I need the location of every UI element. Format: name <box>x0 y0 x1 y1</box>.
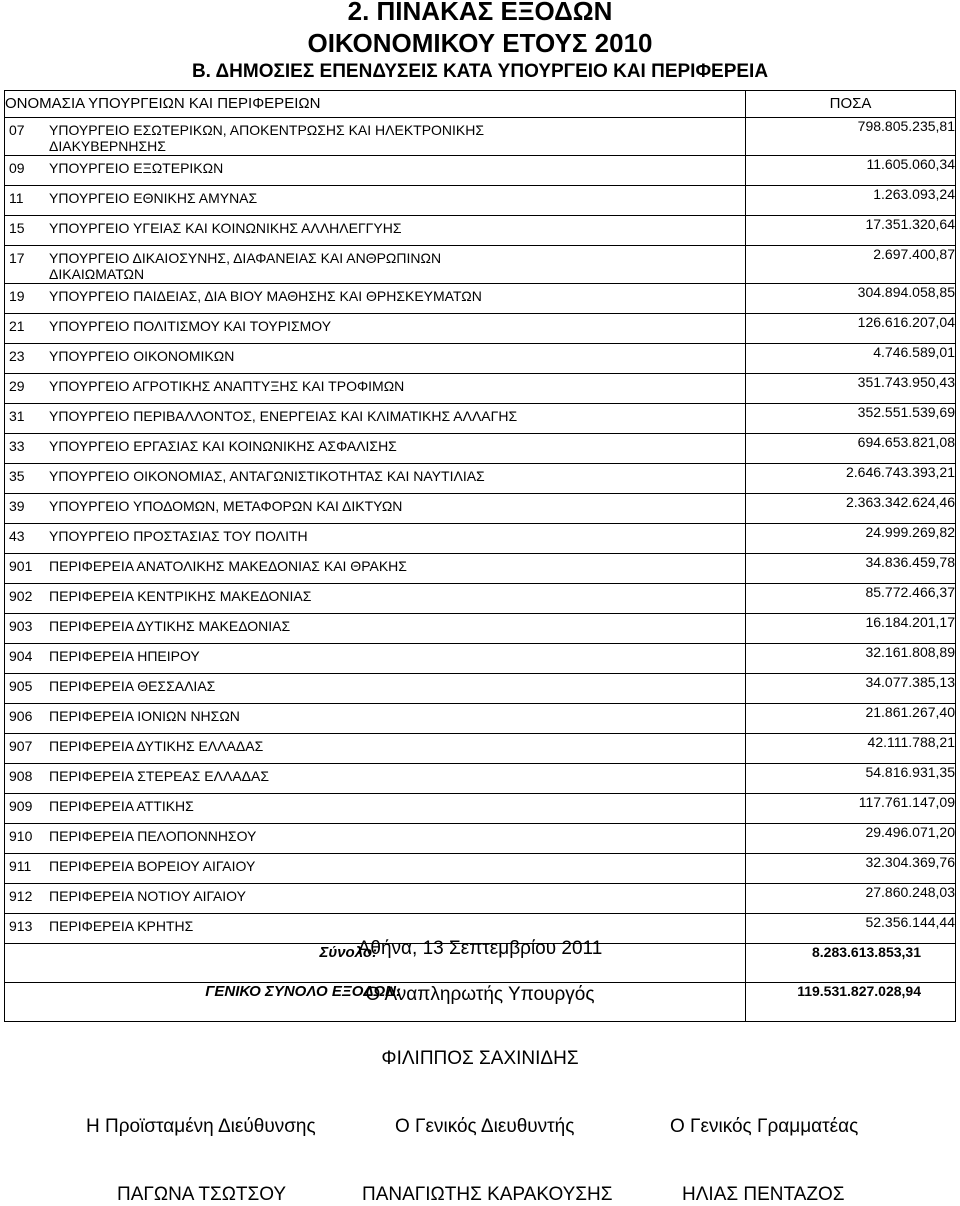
row-code: 912 <box>9 888 33 904</box>
row-code: 909 <box>9 798 33 814</box>
row-label: ΥΠΟΥΡΓΕΙΟ ΕΘΝΙΚΗΣ ΑΜΥΝΑΣ <box>49 190 258 206</box>
row-name-cell <box>5 344 746 374</box>
grand-total-label: ΓΕΝΙΚΟ ΣΥΝΟΛΟ ΕΞΟΔΩΝ: <box>205 983 401 1000</box>
row-label: ΠΕΡΙΦΕΡΕΙΑ ΘΕΣΣΑΛΙΑΣ <box>49 678 216 694</box>
row-name-cell <box>5 246 746 284</box>
row-amount: 27.860.248,03 <box>746 884 956 914</box>
table-row <box>5 794 956 824</box>
row-label: ΥΠΟΥΡΓΕΙΟ ΠΑΙΔΕΙΑΣ, ΔΙΑ ΒΙΟΥ ΜΑΘΗΣΗΣ ΚΑΙ ΘΡΗΣΚΕΥΜΑΤΩΝ <box>49 288 482 304</box>
row-name-cell <box>5 494 746 524</box>
row-amount: 24.999.269,82 <box>746 524 956 554</box>
row-amount: 32.304.369,76 <box>746 854 956 884</box>
row-name-cell <box>5 434 746 464</box>
row-label: ΥΠΟΥΡΓΕΙΟ ΠΟΛΙΤΙΣΜΟΥ ΚΑΙ ΤΟΥΡΙΣΜΟΥ <box>49 318 332 334</box>
table-row <box>5 524 956 554</box>
row-code: 09 <box>9 160 25 176</box>
row-label: ΥΠΟΥΡΓΕΙΟ ΠΕΡΙΒΑΛΛΟΝΤΟΣ, ΕΝΕΡΓΕΙΑΣ ΚΑΙ ΚΛΙΜΑΤΙΚΗΣ ΑΛΛΑΓΗΣ <box>49 408 518 424</box>
row-name-cell <box>5 314 746 344</box>
row-label: ΠΕΡΙΦΕΡΕΙΑ ΝΟΤΙΟΥ ΑΙΓΑΙΟΥ <box>49 888 246 904</box>
row-label: ΥΠΟΥΡΓΕΙΟ ΠΡΟΣΤΑΣΙΑΣ ΤΟΥ ΠΟΛΙΤΗ <box>49 528 308 544</box>
table-row <box>5 464 956 494</box>
row-label: ΠΕΡΙΦΕΡΕΙΑ ΙΟΝΙΩΝ ΝΗΣΩΝ <box>49 708 240 724</box>
row-code: 35 <box>9 468 25 484</box>
signature-name-general-director: ΠΑΝΑΓΙΩΤΗΣ ΚΑΡΑΚΟΥΣΗΣ <box>362 1184 613 1205</box>
row-amount: 798.805.235,81 <box>746 118 956 156</box>
table-row <box>5 216 956 246</box>
signature-name-secretary-general: ΗΛΙΑΣ ΠΕΝΤΑΖΟΣ <box>682 1184 845 1205</box>
row-label: ΠΕΡΙΦΕΡΕΙΑ ΚΕΝΤΡΙΚΗΣ ΜΑΚΕΔΟΝΙΑΣ <box>49 588 312 604</box>
table-row <box>5 344 956 374</box>
row-code: 33 <box>9 438 25 454</box>
table-row <box>5 246 956 284</box>
table-row <box>5 186 956 216</box>
row-code: 43 <box>9 528 25 544</box>
table-body <box>5 118 956 944</box>
row-name-cell <box>5 464 746 494</box>
row-code: 903 <box>9 618 33 634</box>
row-label: ΠΕΡΙΦΕΡΕΙΑ ΔΥΤΙΚΗΣ ΕΛΛΑΔΑΣ <box>49 738 264 754</box>
table-row <box>5 734 956 764</box>
row-name-cell <box>5 614 746 644</box>
row-label: ΥΠΟΥΡΓΕΙΟ ΟΙΚΟΝΟΜΙΑΣ, ΑΝΤΑΓΩΝΙΣΤΙΚΟΤΗΤΑΣ ΚΑΙ ΝΑΥΤΙΛΙΑΣ <box>49 468 485 484</box>
row-name-cell <box>5 156 746 186</box>
row-amount: 126.616.207,04 <box>746 314 956 344</box>
row-amount: 304.894.058,85 <box>746 284 956 314</box>
row-code: 905 <box>9 678 33 694</box>
row-code: 904 <box>9 648 33 664</box>
table-row <box>5 494 956 524</box>
row-label-continuation: ΔΙΚΑΙΩΜΑΤΩΝ <box>49 266 145 282</box>
row-amount: 1.263.093,24 <box>746 186 956 216</box>
row-label: ΥΠΟΥΡΓΕΙΟ ΕΞΩΤΕΡΙΚΩΝ <box>49 160 224 176</box>
grand-total-amount: 119.531.827.028,94 <box>746 983 956 1022</box>
row-label-continuation: ΔΙΑΚΥΒΕΡΝΗΣΗΣ <box>49 138 166 154</box>
row-code: 19 <box>9 288 25 304</box>
document-title-year: ΟΙΚΟΝΟΜΙΚΟΥ ΕΤΟΥΣ 2010 <box>307 28 653 58</box>
table-row <box>5 614 956 644</box>
budget-table <box>4 90 956 1022</box>
row-name-cell <box>5 764 746 794</box>
signing-date: Αθήνα, 13 Σεπτεμβρίου 2011 <box>357 938 603 959</box>
row-name-cell <box>5 644 746 674</box>
table-row <box>5 764 956 794</box>
row-label: ΠΕΡΙΦΕΡΕΙΑ ΗΠΕΙΡΟΥ <box>49 648 200 664</box>
row-code: 31 <box>9 408 25 424</box>
document-title: 2. ΠΙΝΑΚΑΣ ΕΞΟΔΩΝ <box>347 0 613 26</box>
row-amount: 11.605.060,34 <box>746 156 956 186</box>
sum-label: Σύνολο: <box>319 944 377 961</box>
sum-amount: 8.283.613.853,31 <box>746 944 956 983</box>
table-row <box>5 434 956 464</box>
row-label: ΥΠΟΥΡΓΕΙΟ ΥΓΕΙΑΣ ΚΑΙ ΚΟΙΝΩΝΙΚΗΣ ΑΛΛΗΛΕΓΓΥΗΣ <box>49 220 402 236</box>
row-name-cell <box>5 404 746 434</box>
row-amount: 694.653.821,08 <box>746 434 956 464</box>
row-code: 23 <box>9 348 25 364</box>
row-amount: 2.697.400,87 <box>746 246 956 284</box>
row-amount: 17.351.320,64 <box>746 216 956 246</box>
row-name-cell <box>5 884 746 914</box>
row-name-cell <box>5 704 746 734</box>
row-amount: 4.746.589,01 <box>746 344 956 374</box>
row-amount: 2.363.342.624,46 <box>746 494 956 524</box>
row-code: 908 <box>9 768 33 784</box>
table-row <box>5 674 956 704</box>
row-label: ΠΕΡΙΦΕΡΕΙΑ ΠΕΛΟΠΟΝΝΗΣΟΥ <box>49 828 257 844</box>
row-code: 39 <box>9 498 25 514</box>
column-header-amount: ΠΟΣΑ <box>746 91 956 118</box>
table-row <box>5 704 956 734</box>
row-amount: 52.356.144,44 <box>746 914 956 944</box>
document-subtitle: Β. ΔΗΜΟΣΙΕΣ ΕΠΕΝΔΥΣΕΙΣ ΚΑΤΑ ΥΠΟΥΡΓΕΙΟ ΚΑΙ ΠΕΡΙΦΕΡΕΙΑ <box>191 61 769 82</box>
row-name-cell <box>5 284 746 314</box>
signature-title-director: Η Προϊσταμένη Διεύθυνσης <box>86 1116 316 1137</box>
table-row <box>5 554 956 584</box>
row-label: ΠΕΡΙΦΕΡΕΙΑ ΔΥΤΙΚΗΣ ΜΑΚΕΔΟΝΙΑΣ <box>49 618 291 634</box>
row-code: 901 <box>9 558 33 574</box>
row-label: ΥΠΟΥΡΓΕΙΟ ΔΙΚΑΙΟΣΥΝΗΣ, ΔΙΑΦΑΝΕΙΑΣ ΚΑΙ ΑΝΘΡΩΠΙΝΩΝ <box>49 250 442 266</box>
row-amount: 117.761.147,09 <box>746 794 956 824</box>
row-code: 910 <box>9 828 33 844</box>
row-label: ΠΕΡΙΦΕΡΕΙΑ ΒΟΡΕΙΟΥ ΑΙΓΑΙΟΥ <box>49 858 256 874</box>
row-label: ΥΠΟΥΡΓΕΙΟ ΕΣΩΤΕΡΙΚΩΝ, ΑΠΟΚΕΝΤΡΩΣΗΣ ΚΑΙ ΗΛΕΚΤΡΟΝΙΚΗΣ <box>49 122 485 138</box>
row-name-cell <box>5 824 746 854</box>
row-label: ΥΠΟΥΡΓΕΙΟ ΑΓΡΟΤΙΚΗΣ ΑΝΑΠΤΥΞΗΣ ΚΑΙ ΤΡΟΦΙΜΩΝ <box>49 378 405 394</box>
signature-title-general-director: Ο Γενικός Διευθυντής <box>395 1116 575 1137</box>
row-name-cell <box>5 674 746 704</box>
row-amount: 352.551.539,69 <box>746 404 956 434</box>
row-code: 907 <box>9 738 33 754</box>
minister-role: Ο Αναπληρωτής Υπουργός <box>365 984 595 1005</box>
row-name-cell <box>5 524 746 554</box>
row-label: ΠΕΡΙΦΕΡΕΙΑ ΑΤΤΙΚΗΣ <box>49 798 194 814</box>
table-row <box>5 284 956 314</box>
row-label: ΥΠΟΥΡΓΕΙΟ ΟΙΚΟΝΟΜΙΚΩΝ <box>49 348 235 364</box>
row-code: 17 <box>9 250 25 266</box>
row-name-cell <box>5 216 746 246</box>
row-label: ΥΠΟΥΡΓΕΙΟ ΕΡΓΑΣΙΑΣ ΚΑΙ ΚΟΙΝΩΝΙΚΗΣ ΑΣΦΑΛΙΣΗΣ <box>49 438 397 454</box>
row-amount: 2.646.743.393,21 <box>746 464 956 494</box>
row-amount: 42.111.788,21 <box>746 734 956 764</box>
table-row <box>5 854 956 884</box>
row-amount: 34.077.385,13 <box>746 674 956 704</box>
table-row <box>5 824 956 854</box>
row-code: 29 <box>9 378 25 394</box>
row-code: 902 <box>9 588 33 604</box>
table-row <box>5 884 956 914</box>
row-amount: 85.772.466,37 <box>746 584 956 614</box>
table-row <box>5 156 956 186</box>
table-header-row <box>5 91 956 118</box>
table-row <box>5 404 956 434</box>
row-name-cell <box>5 374 746 404</box>
row-name-cell <box>5 186 746 216</box>
row-amount: 21.861.267,40 <box>746 704 956 734</box>
row-amount: 54.816.931,35 <box>746 764 956 794</box>
signature-title-secretary-general: Ο Γενικός Γραμματέας <box>670 1116 859 1137</box>
row-code: 07 <box>9 122 25 138</box>
row-name-cell <box>5 118 746 156</box>
row-code: 911 <box>9 858 32 874</box>
row-name-cell <box>5 734 746 764</box>
row-name-cell <box>5 794 746 824</box>
row-code: 11 <box>9 190 24 206</box>
row-amount: 29.496.071,20 <box>746 824 956 854</box>
column-header-name: ΟΝΟΜΑΣΙΑ ΥΠΟΥΡΓΕΙΩΝ ΚΑΙ ΠΕΡΙΦΕΡΕΙΩΝ <box>5 91 746 118</box>
signature-name-director: ΠΑΓΩΝΑ ΤΣΩΤΣΟΥ <box>117 1184 287 1205</box>
table-row <box>5 584 956 614</box>
row-code: 15 <box>9 220 25 236</box>
table-row <box>5 644 956 674</box>
row-code: 21 <box>9 318 25 334</box>
row-label: ΠΕΡΙΦΕΡΕΙΑ ΑΝΑΤΟΛΙΚΗΣ ΜΑΚΕΔΟΝΙΑΣ ΚΑΙ ΘΡΑΚΗΣ <box>49 558 407 574</box>
row-name-cell <box>5 584 746 614</box>
row-label: ΠΕΡΙΦΕΡΕΙΑ ΣΤΕΡΕΑΣ ΕΛΛΑΔΑΣ <box>49 768 270 784</box>
row-code: 906 <box>9 708 33 724</box>
row-amount: 32.161.808,89 <box>746 644 956 674</box>
row-amount: 16.184.201,17 <box>746 614 956 644</box>
table-row <box>5 374 956 404</box>
row-amount: 351.743.950,43 <box>746 374 956 404</box>
table-row <box>5 118 956 156</box>
row-code: 913 <box>9 918 33 934</box>
row-name-cell <box>5 854 746 884</box>
row-amount: 34.836.459,78 <box>746 554 956 584</box>
minister-name: ΦΙΛΙΠΠΟΣ ΣΑΧΙΝΙΔΗΣ <box>381 1048 579 1069</box>
row-label: ΠΕΡΙΦΕΡΕΙΑ ΚΡΗΤΗΣ <box>49 918 194 934</box>
table-row <box>5 314 956 344</box>
row-name-cell <box>5 554 746 584</box>
row-label: ΥΠΟΥΡΓΕΙΟ ΥΠΟΔΟΜΩΝ, ΜΕΤΑΦΟΡΩΝ ΚΑΙ ΔΙΚΤΥΩΝ <box>49 498 403 514</box>
